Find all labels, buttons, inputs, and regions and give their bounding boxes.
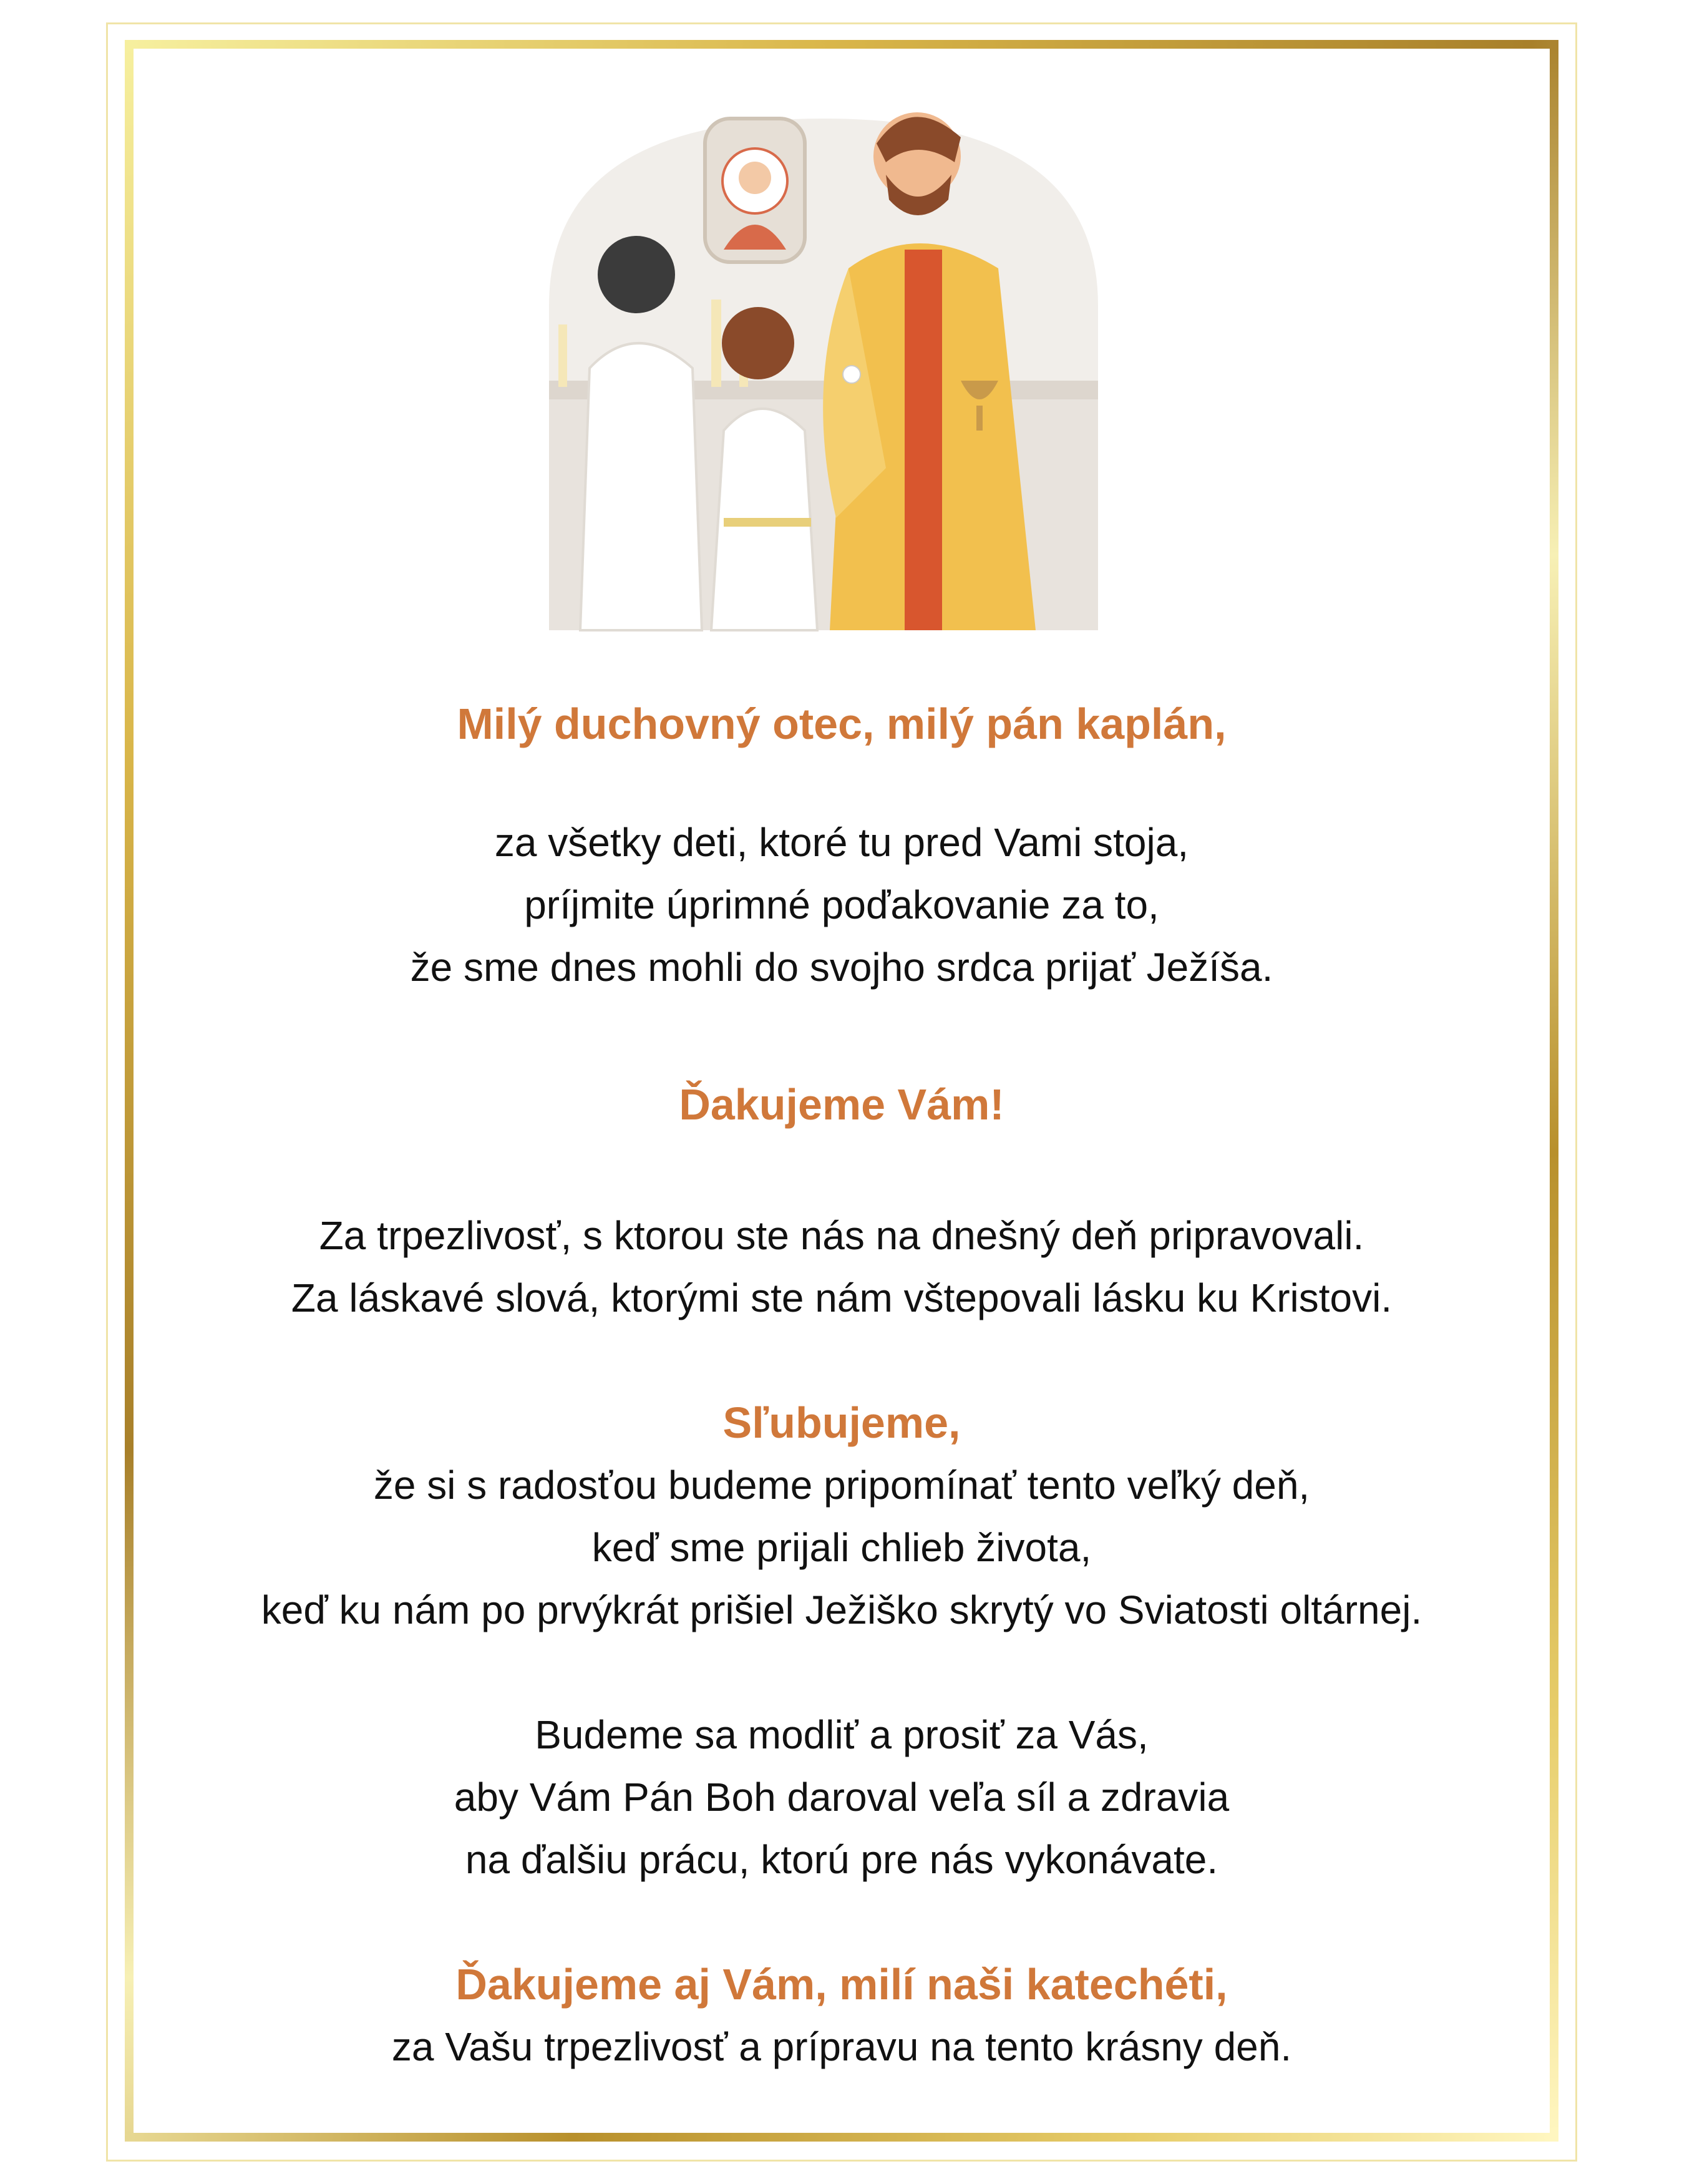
catechists-heading: Ďakujeme aj Vám, milí naši katechéti, [455, 1960, 1228, 2009]
paragraph-line: aby Vám Pán Boh daroval veľa síl a zdravia [454, 1775, 1230, 1820]
paragraph-2 [125, 1204, 1558, 1329]
paragraph-line: príjmite úprimné poďakovanie za to, [524, 882, 1159, 927]
paragraph-line: Budeme sa modliť a prosiť za Vás, [535, 1712, 1149, 1757]
promise-block [125, 1392, 1558, 1641]
paragraph-line: že sme dnes mohli do svojho srdca prijať Ježíša. [410, 945, 1273, 990]
paragraph-line: že si s radosťou budeme pripomínať tento veľký deň, [373, 1463, 1310, 1508]
heading-2-block [125, 1073, 1558, 1136]
greeting-heading: Milý duchovný otec, milý pán kaplán, [457, 700, 1227, 748]
paragraph-line: za všetky deti, ktoré tu pred Vami stoja, [494, 820, 1189, 865]
paragraph-3 [125, 1704, 1558, 1891]
communion-illustration [537, 69, 1111, 643]
thanks-heading: Ďakujeme Vám! [679, 1080, 1004, 1129]
promise-heading: Sľubujeme, [722, 1398, 961, 1447]
paragraph-line: Za trpezlivosť, s ktorou ste nás na dnešný deň pripravovali. [319, 1213, 1364, 1258]
catechists-block [125, 1953, 1558, 2078]
paragraph-line: keď ku nám po prvýkrát prišiel Ježiško skrytý vo Sviatosti oltárnej. [261, 1587, 1422, 1632]
paragraph-1 [125, 811, 1558, 998]
paragraph-line: za Vašu trpezlivosť a prípravu na tento krásny deň. [391, 2024, 1292, 2069]
paragraph-line: Za láskavé slová, ktorými ste nám vštepovali lásku ku Kristovi. [291, 1275, 1393, 1320]
paragraph-line: keď sme prijali chlieb života, [591, 1525, 1092, 1570]
heading-1-block [125, 693, 1558, 755]
paragraph-line: na ďalšiu prácu, ktorú pre nás vykonávate. [465, 1837, 1218, 1882]
